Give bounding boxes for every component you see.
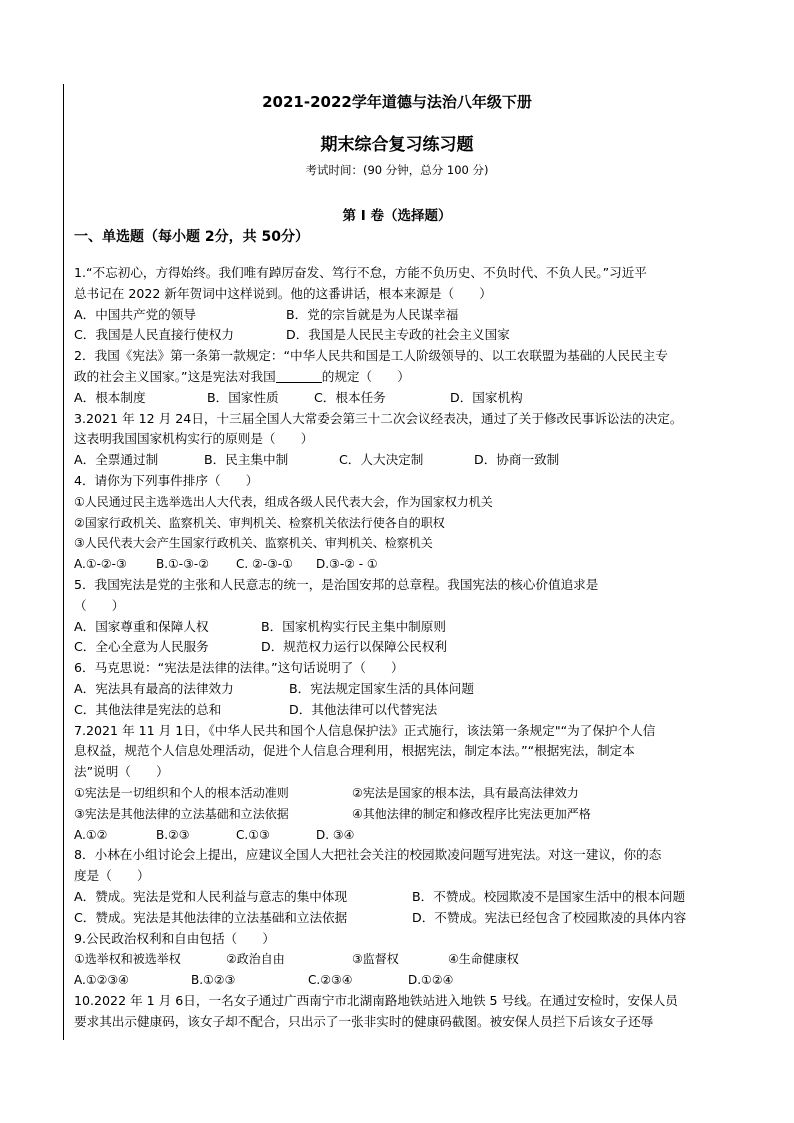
question-10-stem-line-2: 要求其出示健康码，该女子却不配合，只出示了一张非实时的健康码截图。被安保人员拦下后该女子还辱 (74, 1013, 654, 1029)
statement-1: ①选举权和被选举权 (74, 952, 181, 967)
option-a: A.①② (74, 827, 108, 842)
option-b: B．国家机构实行民主集中制原则 (261, 618, 446, 634)
option-c: C．全心全意为人民服务 (74, 639, 209, 655)
binding-margin-line (63, 84, 64, 1040)
option-a: A.①②③④ (74, 973, 129, 988)
statement-3: ③宪法是其他法律的立法基础和立法依据 (74, 806, 289, 821)
question-9-stem: 9.公民政治权利和自由包括（ ） (74, 930, 275, 946)
option-d: D．协商一致制 (474, 452, 560, 468)
option-d: D.①②④ (408, 973, 454, 988)
option-c: C．人大决定制 (339, 452, 424, 468)
fill-in-blank (276, 368, 322, 383)
option-a: A．赞成。宪法是党和人民利益与意志的集中体现 (74, 888, 348, 904)
exam-title: 2021-2022学年道德与法治八年级下册 (262, 93, 532, 111)
option-b: B．党的宗旨就是为人民谋幸福 (286, 306, 459, 322)
option-d: D．我国是人民民主专政的社会主义国家 (286, 327, 510, 343)
question-8-stem-line-1: 8．小林在小组讨论会上提出，应建议全国人大把社会关注的校园欺凌问题写进宪法。对这一建议，你的态 (74, 847, 662, 863)
question-1-stem-line-2: 总书记在 2022 新年贺词中这样说到。他的这番讲话，根本来源是（ ） (74, 285, 492, 301)
question-6-options-row-2 (74, 700, 734, 721)
question-8-options-row-1 (74, 887, 734, 908)
option-a: A．根本制度 (74, 389, 146, 405)
option-d: D.③-② - ① (316, 557, 378, 572)
question-1-options-row-2 (74, 325, 734, 346)
option-b: B.①-③-② (156, 557, 209, 572)
section-heading: 一、单选题（每小题 2分，共 50分） (74, 229, 309, 245)
question-6-options-row-1 (74, 679, 734, 700)
question-7-stem-line-1: 7.2021 年 11 月 1日，《中华人民共和国个人信息保护法》正式施行，该法第一条规定"“为了保护个人信 (74, 722, 656, 738)
exam-subtitle: 期末综合复习练习题 (320, 135, 474, 155)
question-1-stem-line-1: 1.“不忘初心，方得始终。我们唯有踔厉奋发、笃行不怠，方能不负历史、不负时代、不负人民。”习近平 (74, 265, 647, 280)
option-b: B.①②③ (191, 973, 236, 988)
option-c: C．赞成。宪法是其他法律的立法基础和立法依据 (74, 909, 348, 925)
question-4-statement-3: ③人民代表大会产生国家行政机关、监察机关、审判机关、检察机关 (74, 536, 433, 551)
question-5-stem-line-1: 5．我国宪法是党的主张和人民意志的统一，是治国安邦的总章程。我国宪法的核心价值追求是 (74, 576, 599, 592)
statement-2: ②政治自由 (226, 952, 285, 967)
question-8-stem-line-2: 度是（ ） (74, 868, 150, 884)
question-2-stem-line-2 (74, 367, 734, 388)
option-b: B．民主集中制 (204, 452, 289, 468)
option-a: A．全票通过制 (74, 452, 159, 468)
question-8-options-row-2 (74, 908, 734, 929)
question-7-statements-row-1 (74, 783, 734, 804)
question-4-options (74, 554, 734, 575)
option-c: C．根本任务 (314, 389, 386, 405)
option-a: A．国家尊重和保障人权 (74, 618, 209, 634)
question-list (74, 263, 734, 1032)
option-b: B．不赞成。校园欺凌不是国家生活中的根本问题 (412, 888, 686, 904)
statement-1: ①宪法是一切组织和个人的根本活动准则 (74, 785, 289, 800)
option-d: D．国家机构 (450, 389, 523, 405)
question-3-stem-line-1: 3.2021 年 12 月 24日，十三届全国人大常委会第三十二次会议经表决，通过了关于修改民事诉讼法的决定。 (74, 410, 683, 426)
option-a: A.①-②-③ (74, 557, 127, 572)
question-1-options-row-1 (74, 305, 734, 326)
question-6-stem: 6．马克思说：“宪法是法律的法律。”这句话说明了（ ） (74, 660, 404, 676)
option-b: B．国家性质 (207, 389, 279, 405)
statement-4: ④生命健康权 (448, 952, 519, 967)
question-4-stem: 4．请你为下列事件排序（ ） (74, 472, 259, 488)
question-2-stem-line-1: 2．我国《宪法》第一条第一款规定：“中华人民共和国是工人阶级领导的、以工农联盟为基础的人民民主专 (74, 348, 668, 364)
statement-2: ②宪法是国家的根本法，具有最高法律效力 (352, 785, 579, 800)
option-c: C．其他法律是宪法的总和 (74, 701, 222, 717)
option-c: C. ②-③-① (236, 557, 293, 572)
question-4-statement-2: ②国家行政机关、监察机关、审判机关、检察机关依法行使各自的职权 (74, 515, 445, 530)
question-9-options (74, 970, 734, 991)
question-2-stem-part-1: 政的社会主义国家。”这是宪法对我国 (74, 368, 276, 384)
question-5-options-row-2 (74, 637, 734, 658)
option-b: B.②③ (156, 827, 190, 842)
statement-3: ③监督权 (352, 952, 399, 967)
question-3-stem-line-2: 这表明我国国家机构实行的原则是（ ） (74, 431, 314, 447)
option-d: D．不赞成。宪法已经包含了校园欺凌的具体内容 (412, 909, 687, 925)
option-d: D. ③④ (316, 827, 355, 842)
question-7-statements-row-2 (74, 804, 734, 825)
question-9-statements (74, 949, 734, 970)
option-a: A．中国共产党的领导 (74, 306, 196, 322)
option-d: D．规范权力运行以保障公民权利 (261, 639, 448, 655)
option-b: B．宪法规定国家生活的具体问题 (289, 680, 474, 696)
question-5-options-row-1 (74, 617, 734, 638)
option-d: D．其他法律可以代替宪法 (289, 701, 438, 717)
option-a: A．宪法具有最高的法律效力 (74, 680, 234, 696)
question-7-stem-line-2: 息权益，规范个人信息处理活动，促进个人信息合理利用，根据宪法，制定本法。”“根据宪法，制定本 (74, 743, 635, 759)
question-7-options (74, 825, 734, 846)
question-2-stem-part-2: 的规定（ ） (321, 368, 410, 384)
question-5-stem-line-2: （ ） (74, 597, 125, 613)
question-3-options (74, 450, 734, 471)
question-7-stem-line-3: 法”说明（ ） (74, 764, 169, 780)
option-c: C.②③④ (308, 973, 353, 988)
question-4-statement-1: ①人民通过民主选举选出人大代表，组成各级人民代表大会，作为国家权力机关 (74, 494, 493, 509)
part-heading: 第 I 卷（选择题） (342, 208, 452, 224)
question-2-options (74, 388, 734, 409)
option-c: C.①③ (236, 827, 270, 842)
exam-info: 考试时间：(90 分钟，总分 100 分) (305, 163, 489, 177)
option-c: C．我国是人民直接行使权力 (74, 327, 234, 343)
question-10-stem-line-1: 10.2022 年 1 月 6日，一名女子通过广西南宁市北湖南路地铁站进入地铁 5 号线。在通过安检时，安保人员 (74, 992, 678, 1008)
statement-4: ④其他法律的制定和修改程序比宪法更加严格 (352, 806, 591, 821)
